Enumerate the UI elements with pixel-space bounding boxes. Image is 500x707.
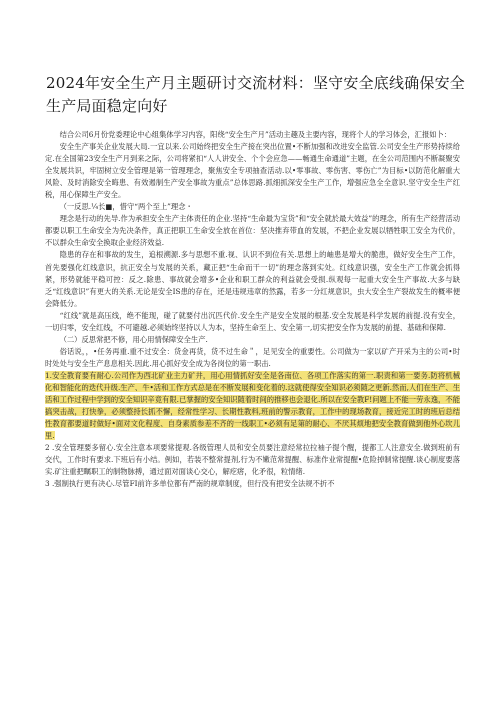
section-heading-2: （二）反思常把不修，用心用情保障安全生产.: [59, 334, 208, 344]
document-body: [45, 129, 460, 490]
paragraph: “红线”就是高压线，绝不能现，碰了就要付出沉匹代价.安全生产是安全发展的根基.安全发展是科学发展的前提.没有安全，一切归零，安全红线，不可避越.必须始终坚持以人为本，坚持生命至上、安全第一,切实把安全作为发展的前提、基础和保障.: [45, 310, 460, 332]
section-heading-1: （一反思.¼长■，惜守“两个至上”理念・: [59, 202, 193, 212]
numbered-paragraph-3: 3 .强制执行更有决心.尽管FI前许多单位都有严南的规章制度，但行没有把安全法规不折不: [45, 479, 335, 489]
highlighted-paragraph-text: 1.安全教育要有耐心.公司作为西北矿业主力矿井，用心用情抓好安全是各南位、各项工作落实的第一.职责和第一要务.防将机械化和智能化的迭代升级.生产、牛•活和工作方式总是在不断发展和变化着的.这就使得安全知识必须随之更新.然而,人们在生产、生活和工作过程中学到的安全知识辛竟有限.已掌握的安全知识随着时间的推移也会退化.所以在安全教F!问题上不能一劳永逸，不能搞突击战，打快拳，必须整持长抓不懈，经常性学习、长期性教料,班前的警示教育，工作中的现场教育，接近完工时的班后总结性教育都要道时做好•面对文化程度、自身素质参差不齐的一线职工•必须有足第的耐心、不厌其烦地把安全教育做到他外心坎儿里.: [45, 370, 460, 441]
numbered-paragraph-1: [45, 370, 460, 442]
paragraph: 隐患的存在和事故的发生，追根溯源.多与思想不重.视、认识不到位有关.思想上的岫患是增大的脆患，做好安全生产工作，首先要强化红线意识，抗正安全与发展的关系，藏正把“生命而干一切”的理念落到实处。红线意识强，安全生产工作就会抓得紧，形势就能平稳可控：反之.除患、事故就会增多•企业和职工群众的利益就会受损.纵观每一起重大安全生产事故.大多与缺乏“红线意识”有更大的关系.无论是安全IS患的存在，还是违规违章的然露，若多一分红规意识，虫大安全生产裂故发生的概率便会降低分。: [45, 250, 460, 308]
paragraph: 俗话说，，•任务再重.重不过安全：货金再货，货不过生命＂，足见安全的重要性。公司做为一家以矿产开采为主的公司•时时处处与安全生产息息相关.因此.用心抓好安全成为各岗位的第一职击.: [45, 346, 460, 368]
paragraph: 理念是行动的先导.作为承担安全生产主体责任的企业.坚持“生命最为宝货”和“安全就於最大效益”的理念，所有生产经营活动都要以职工生命安全为先决条件，真正把职工生命安全放在首位：坚决推弃带血的发展，不把企业发展以牺牲职工安全为代价，不以群众生命安全换取企业经济效益.: [45, 214, 460, 248]
document-title: 2024年安全生产月主题研讨交流材料：坚守安全底线确保安全生产局面稳定向好: [46, 74, 465, 115]
paragraph-overview: 安全生产事关企业发展大局.一宜以来.公司始终把安全生产接在突出位置•不断加强和改进安全监管.公司安全生产形势持续给定.在全国第23安全生产月到来之际，公司将紧扣“人人讲安全、个个会应急——畅通生命通道”主题，在全公司范围内不断凝聚安全发展共识，牢固树立安全管理是第一管理理念，聚焦安全专项抽查活动.以•零事故、零伤害、零伤亡”为目标•以防范化解重大风险、及时消除安全晦患、有效遏制生产安全事故为重点”总体思路.抓细抓深安全生产工作，增强应急全全意识.坚守安全生产红税，用心保障生产安全。: [45, 142, 460, 200]
paragraph-intro: 结合公司6月份党委理论中心组集体学习内容，阳绕“安全生产月”活动主趣及主要内容，现将个人的学习体会，汇报如卜：: [59, 130, 452, 139]
numbered-paragraph-2: 2 .安全管理要多留心.安全注意本项要常提观.各级管理人员和安全员要注意经常拉拉袖子提个醒，提都工人注意安全.做到班前有交代，工作时有要求.下班后有小结。例如，若装不整常提剂,行为不嫩范常提醒、标准作业常提醒•危险掉制常提醒.谈心制度要落实.矿注重把瞩职工的制物脉搏，通过面对面谈心交心，解疙瘩，化矛很，粒情绪.: [45, 443, 460, 477]
